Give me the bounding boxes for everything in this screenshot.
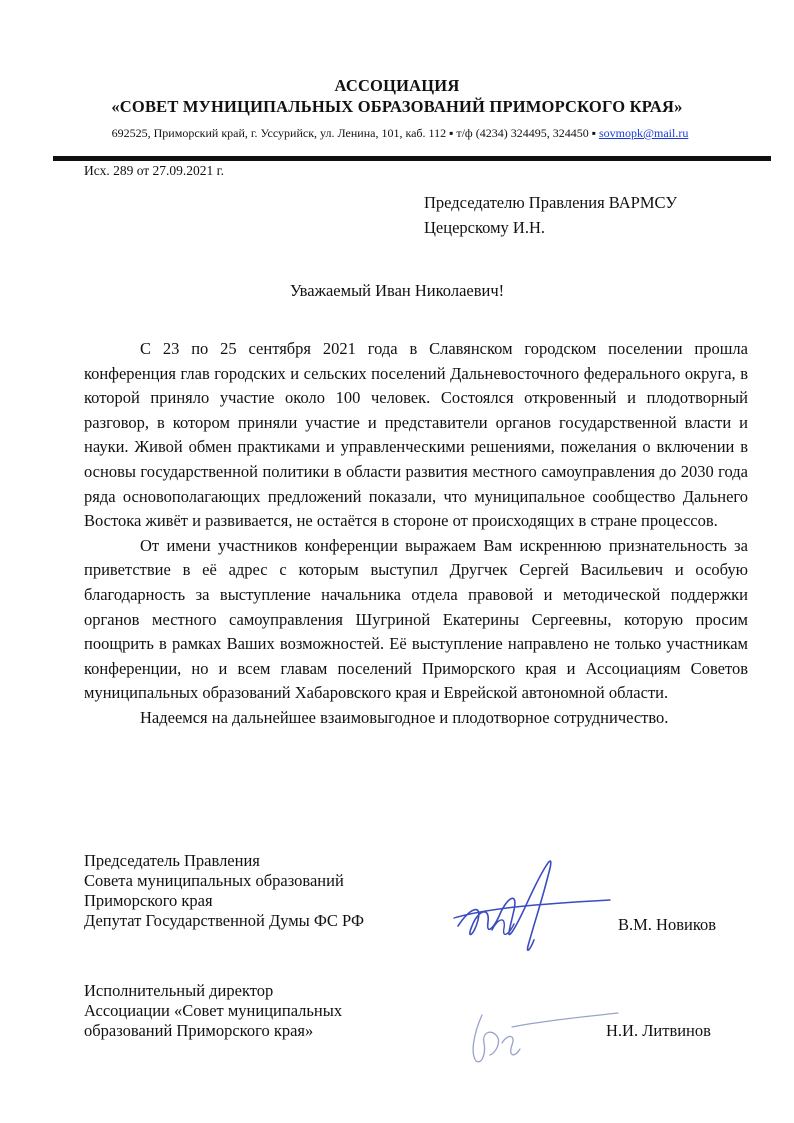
org-title-line2: «СОВЕТ МУНИЦИПАЛЬНЫХ ОБРАЗОВАНИЙ ПРИМОРСКОГО КРАЯ»: [111, 97, 683, 116]
signature-novikov: [448, 848, 618, 963]
signatory1-name: В.М. Новиков: [618, 915, 717, 934]
email-link[interactable]: sovmopk@mail.ru: [598, 126, 689, 140]
signatory2-name: Н.И. Литвинов: [606, 1021, 711, 1040]
org-title-line1: АССОЦИАЦИЯ: [334, 76, 460, 95]
signatory1-line: Председатель Правления: [84, 851, 260, 870]
letter-body: [84, 337, 748, 731]
letterhead-address: [60, 126, 740, 141]
signatory2-line: Ассоциации «Совет муниципальных: [84, 1001, 343, 1020]
signatory2-line: Исполнительный директор: [84, 981, 274, 1000]
signatory1-line: Приморского края: [84, 891, 213, 910]
signature-litvinov: [452, 1003, 622, 1073]
signatory1-line: Совета муниципальных образований: [84, 871, 344, 890]
address-text: 692525, Приморский край, г. Уссурийск, ул. Ленина, 101, каб. 112 ▪ т/ф (4234) 324495, 324450 ▪: [111, 126, 596, 140]
letterhead-divider: [53, 156, 771, 161]
addressee-line1: Председателю Правления ВАРМСУ: [424, 193, 678, 212]
signatory2-title: [84, 981, 342, 1041]
signatory1-line: Депутат Государственной Думы ФС РФ: [84, 911, 364, 930]
outgoing-reference: Исх. 289 от 27.09.2021 г.: [84, 163, 225, 178]
addressee-line2: Цецерскому И.Н.: [424, 218, 545, 237]
signatory1-title: [84, 851, 364, 931]
body-paragraph-3: Надеемся на дальнейшее взаимовыгодное и плодотворное сотрудничество.: [140, 707, 669, 727]
signatory2-line: образований Приморского края»: [84, 1021, 314, 1040]
salutation: Уважаемый Иван Николаевич!: [289, 281, 505, 300]
body-paragraph-1: С 23 по 25 сентября 2021 года в Славянском городском поселении прошла конференция глав городских и сельских поселений Дальневосточного федерального округа, в которой приняло участие около 100 человек. Состоялся откровенный и плодотворный разговор, в котором приняли участие и представители органов государственной власти и науки. Живой обмен практиками и управленческими решениями, пожелания о включении в основы государственной политики в области развития местного самоуправления до 2030 года ряда основополагающих предложений показали, что муниципальное сообщество Дальнего Востока живёт и развивается, не остаётся в стороне от происходящих в стране процессов.: [84, 339, 748, 531]
body-paragraph-2: От имени участников конференции выражаем Вам искреннюю признательность за приветствие в её адрес с которым выступил Другчек Сергей Васильевич и особую благодарность за выступление начальника отдела правовой и методической поддержки органов местного самоуправления Шугриной Екатерины Сергеевны, которую просим поощрить в рамках Ваших возможностей. Её выступление направлено не только участникам конференции, но и всем главам поселений Приморского края и Ассоциациям Советов муниципальных образований Хабаровского края и Еврейской автономной области.: [84, 535, 748, 703]
